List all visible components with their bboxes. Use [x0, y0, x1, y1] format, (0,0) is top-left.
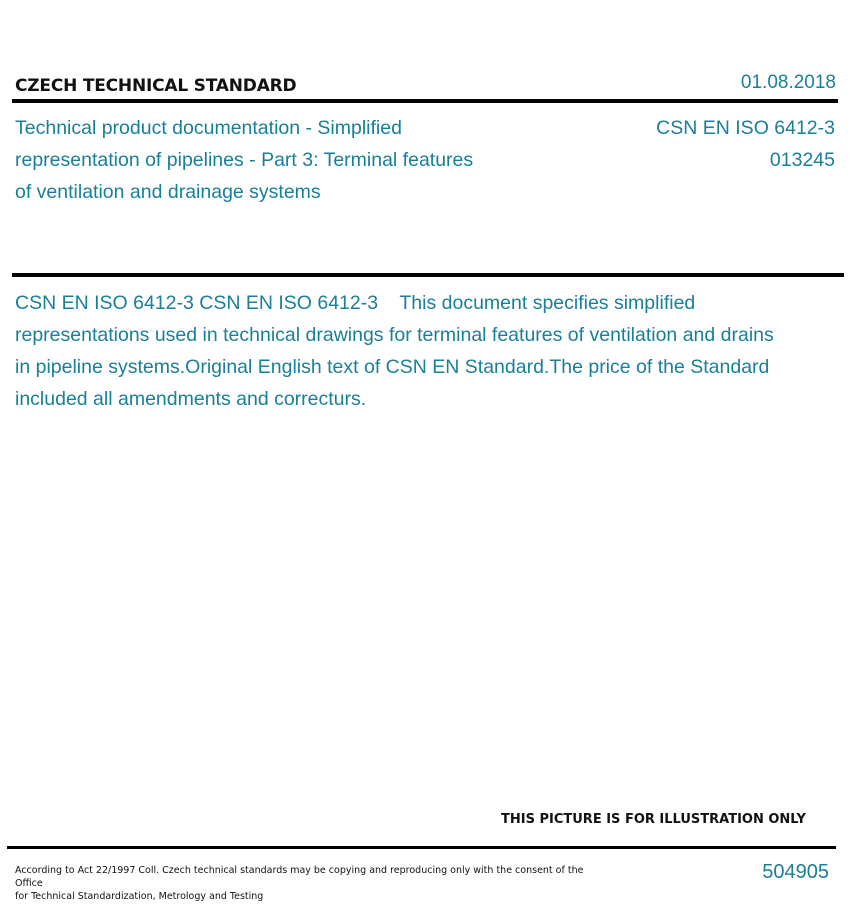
standard-title: Technical product documentation - Simplified representation of pipelines - Part 3: Terminal features of ventilation and drainage systems — [15, 117, 474, 203]
footer-divider — [7, 846, 836, 849]
catalog-number: 504905 — [762, 861, 829, 883]
legal-notice — [15, 864, 595, 903]
legal-notice-line-2: for Technical Standardization, Metrology and Testing — [15, 891, 264, 902]
illustration-notice: THIS PICTURE IS FOR ILLUSTRATION ONLY — [501, 812, 806, 827]
standard-identifiers — [656, 112, 835, 176]
standard-code: CSN EN ISO 6412-3 — [656, 117, 835, 139]
publication-date: 01.08.2018 — [740, 72, 836, 93]
document-type-label: CZECH TECHNICAL STANDARD — [15, 76, 297, 96]
header-divider — [12, 99, 838, 103]
standard-number: 013245 — [769, 149, 835, 171]
standard-description: CSN EN ISO 6412-3 CSN EN ISO 6412-3 This document specifies simplified representations used in technical drawings for terminal features of ventilation and drains in pipeline systems.Original English text of CSN EN Standard.The price of the Standard included all amendments and correcturs. — [15, 292, 780, 410]
legal-notice-line-1: According to Act 22/1997 Coll. Czech technical standards may be copying and reproducing only with the consent of the Office — [15, 865, 584, 889]
title-divider — [12, 273, 844, 277]
